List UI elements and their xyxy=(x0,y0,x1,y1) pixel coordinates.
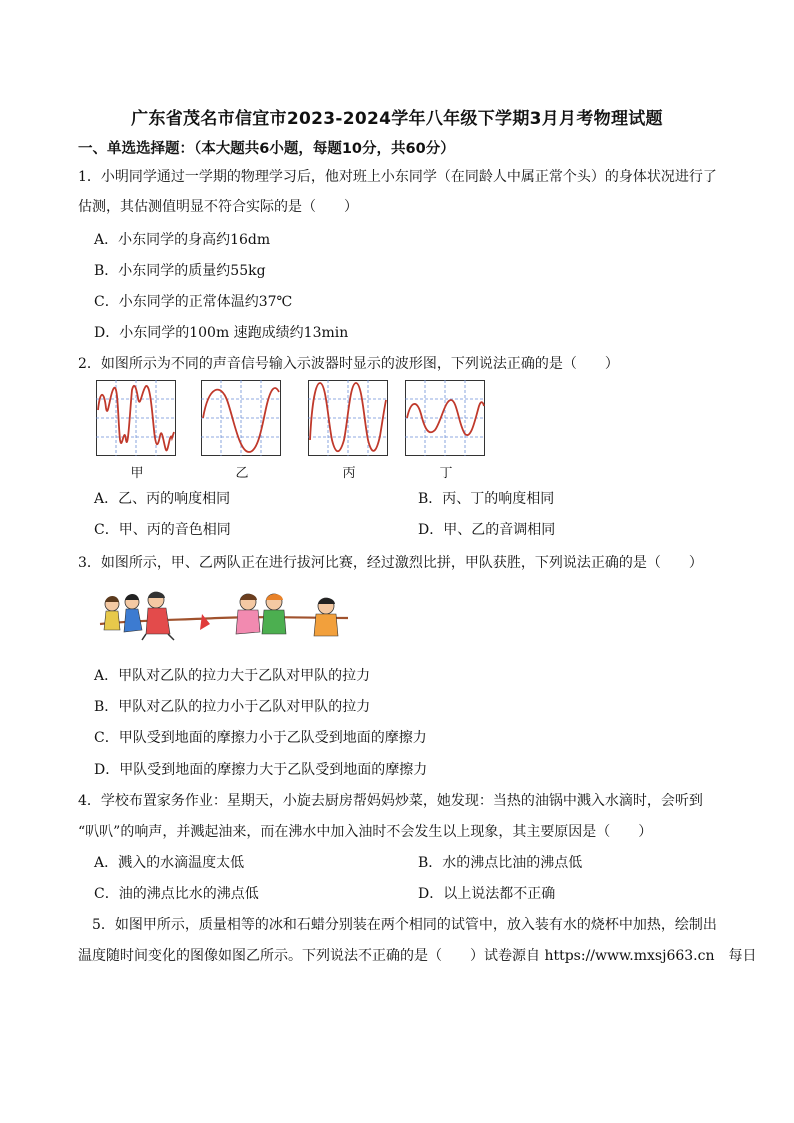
q2-stem: 2．如图所示为不同的声音信号输入示波器时显示的波形图，下列说法正确的是（ ） xyxy=(78,356,619,372)
q3-option-d: D．甲队受到地面的摩擦力大于乙队受到地面的摩擦力 xyxy=(94,762,428,778)
tug-of-war-illustration xyxy=(98,590,350,646)
q5-stem-line2: 温度随时间变化的图像如图乙所示。下列说法不正确的是（ ）试卷源自 https://www.mxsj663.cn 每日 xyxy=(78,948,757,964)
q2-option-a: A．乙、丙的响度相同 xyxy=(94,491,231,507)
q4-option-c: C．油的沸点比水的沸点低 xyxy=(94,886,259,902)
q1-stem-line2: 估测，其估测值明显不符合实际的是（ ） xyxy=(78,199,358,215)
q4-stem-line2: “叭叭”的响声，并溅起油来，而在沸水中加入油时不会发生以上现象，其主要原因是（ ） xyxy=(78,824,653,840)
q4-stem-line1: 4．学校布置家务作业：星期天，小旋去厨房帮妈妈炒菜，她发现：当热的油锅中溅入水滴时，会听到 xyxy=(78,793,703,809)
q2-option-b: B．丙、丁的响度相同 xyxy=(418,491,555,507)
q3-option-b: B．甲队对乙队的拉力小于乙队对甲队的拉力 xyxy=(94,699,371,715)
q2-option-c: C．甲、丙的音色相同 xyxy=(94,522,231,538)
q1-option-b: B．小东同学的质量约55kg xyxy=(94,263,266,279)
q1-option-a: A．小东同学的身高约16dm xyxy=(94,232,271,248)
q2-option-d: D．甲、乙的音调相同 xyxy=(418,522,556,538)
q4-option-a: A．溅入的水滴温度太低 xyxy=(94,855,245,871)
waveform-ding xyxy=(405,380,485,456)
q1-option-c: C．小东同学的正常体温约37℃ xyxy=(94,294,293,310)
waveform-label-ding: 丁 xyxy=(439,466,453,481)
q3-option-c: C．甲队受到地面的摩擦力小于乙队受到地面的摩擦力 xyxy=(94,730,427,746)
waveform-label-bing: 丙 xyxy=(342,466,356,481)
waveform-bing xyxy=(308,380,388,456)
q5-stem-line1: 5．如图甲所示，质量相等的冰和石蜡分别装在两个相同的试管中，放入装有水的烧杯中加热，绘制出 xyxy=(92,917,717,933)
q4-option-d: D．以上说法都不正确 xyxy=(418,886,556,902)
waveform-yi xyxy=(201,380,281,456)
waveform-jia xyxy=(96,380,176,456)
q4-option-b: B．水的沸点比油的沸点低 xyxy=(418,855,583,871)
waveform-label-jia: 甲 xyxy=(130,466,144,481)
section-heading: 一、单选选择题：（本大题共6小题，每题10分，共60分） xyxy=(78,141,455,157)
waveform-label-yi: 乙 xyxy=(235,466,249,481)
page-title: 广东省茂名市信宜市2023-2024学年八年级下学期3月月考物理试题 xyxy=(131,109,663,129)
q3-option-a: A．甲队对乙队的拉力大于乙队对甲队的拉力 xyxy=(94,668,371,684)
q1-stem-line1: 1．小明同学通过一学期的物理学习后，他对班上小东同学（在同龄人中属正常个头）的身体状况进行了 xyxy=(78,169,717,185)
q3-stem: 3．如图所示，甲、乙两队正在进行拔河比赛，经过激烈比拼，甲队获胜，下列说法正确的是（ ） xyxy=(78,555,703,571)
q1-option-d: D．小东同学的100m 速跑成绩约13min xyxy=(94,325,349,341)
